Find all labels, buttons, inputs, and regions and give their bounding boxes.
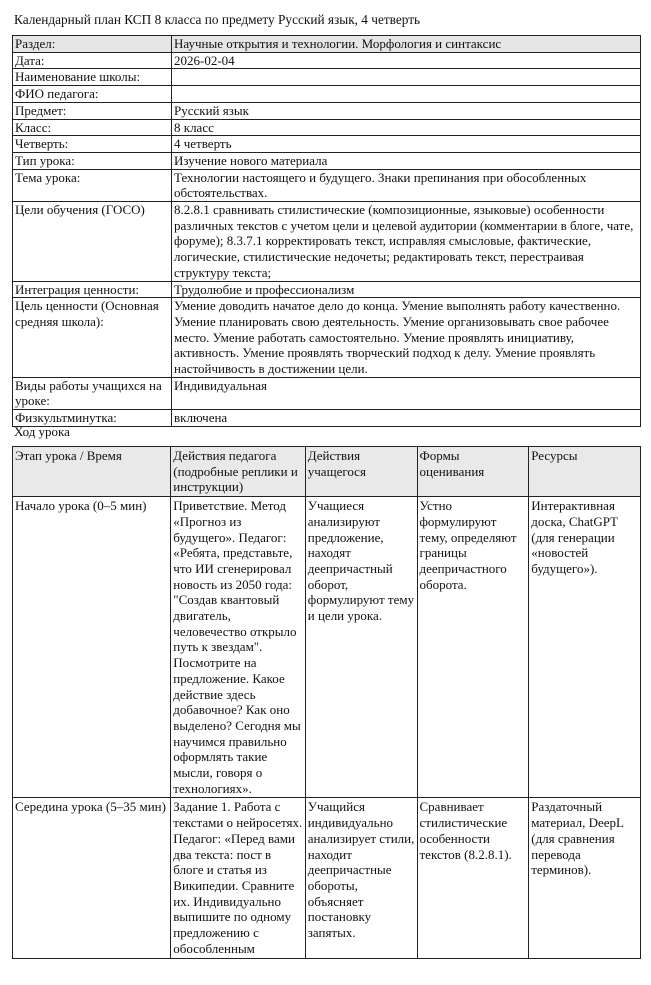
plan-header-row [13,447,641,497]
plan-cell: Приветствие. Метод «Прогноз из будущего». Педагог: «Ребята, представьте, что ИИ сгенерировал новость из 2050 года: "Создав квантовый двигатель, человечество открыло путь к звездам". Посмотрите на предложение. Какое действие здесь добавочное? Как оно выделено? Сегодня мы научимся правильно оформлять такие мысли, говоря о технологиях». [171,497,305,798]
plan-cell: Раздаточный материал, DeepL (для сравнения перевода терминов). [529,798,641,958]
plan-cell: Середина урока (5–35 мин) [13,798,171,958]
plan-cell: Устно формулируют тему, определяют границы деепричастного оборота. [417,497,529,798]
info-label: Четверть: [13,136,172,153]
plan-row [13,497,641,798]
info-label: Физкультминутка: [13,410,172,427]
info-value [172,69,641,86]
info-label: Цели обучения (ГОСО) [13,202,172,282]
info-row [13,69,641,86]
info-value: Индивидуальная [172,377,641,409]
plan-cell: Задание 1. Работа с текстами о нейросетях. Педагог: «Перед вами два текста: пост в блоге и статья из Википедии. Сравните их. Индивидуально выпишите по одному предложению с обособленным [171,798,305,958]
plan-cell: Сравнивает стилистические особенности текстов (8.2.8.1). [417,798,529,958]
plan-header-cell: Этап урока / Время [13,447,171,497]
plan-cell: Начало урока (0–5 мин) [13,497,171,798]
info-value: 4 четверть [172,136,641,153]
info-value: 8 класс [172,119,641,136]
info-label: Наименование школы: [13,69,172,86]
info-value: Научные открытия и технологии. Морфология и синтаксис [172,36,641,53]
info-row [13,169,641,201]
plan-cell: Учащийся индивидуально анализирует стили, находит деепричастные обороты, объясняет постановку запятых. [305,798,417,958]
info-value: Технологии настоящего и будущего. Знаки препинания при обособленных обстоятельствах. [172,169,641,201]
info-row [13,410,641,427]
document-title: Календарный план КСП 8 класса по предмету Русский язык, 4 четверть [14,12,421,27]
lesson-info-table [12,35,641,427]
plan-header-cell: Действия педагога (подробные реплики и инструкции) [171,447,305,497]
lesson-flow-title: Ход урока [14,424,70,439]
info-value: Изучение нового материала [172,152,641,169]
info-value: включена [172,410,641,427]
info-row [13,136,641,153]
info-row [13,36,641,53]
info-label: Раздел: [13,36,172,53]
info-row [13,152,641,169]
info-row [13,52,641,69]
plan-header-cell: Ресурсы [529,447,641,497]
info-label: Цель ценности (Основная средняя школа): [13,298,172,378]
info-value: Умение доводить начатое дело до конца. Умение выполнять работу качественно. Умение планировать свою деятельность. Умение организовывать свое рабочее место. Умение работать самостоятельно. Умение проявлять инициативу, активность. Умение проявлять творческий подход к делу. Умение проявлять настойчивость в достижении цели. [172,298,641,378]
info-value: Трудолюбие и профессионализм [172,281,641,298]
info-value: 2026-02-04 [172,52,641,69]
info-row [13,202,641,282]
info-row [13,377,641,409]
info-row [13,281,641,298]
plan-header-cell: Формы оценивания [417,447,529,497]
plan-row [13,798,641,958]
plan-cell: Интерактивная доска, ChatGPT (для генерации «новостей будущего»). [529,497,641,798]
plan-cell: Учащиеся анализируют предложение, находят деепричастный оборот, формулируют тему и цели урока. [305,497,417,798]
info-row [13,86,641,103]
info-value [172,86,641,103]
info-label: Класс: [13,119,172,136]
info-row [13,102,641,119]
info-label: Дата: [13,52,172,69]
lesson-plan-table [12,446,641,959]
info-value: 8.2.8.1 сравнивать стилистические (композиционные, языковые) особенности различных текстов с учетом цели и целевой аудитории (комментарии в блоге, чате, форуме); 8.3.7.1 корректировать текст, исправляя смысловые, фактические, логические, стилистические недочеты; редактировать текст, перестраивая структуру текста; [172,202,641,282]
info-label: Тип урока: [13,152,172,169]
info-label: Тема урока: [13,169,172,201]
info-label: Предмет: [13,102,172,119]
info-label: Интеграция ценности: [13,281,172,298]
info-row [13,298,641,378]
info-row [13,119,641,136]
info-label: Виды работы учащихся на уроке: [13,377,172,409]
info-value: Русский язык [172,102,641,119]
info-label: ФИО педагога: [13,86,172,103]
plan-header-cell: Действия учащегося [305,447,417,497]
